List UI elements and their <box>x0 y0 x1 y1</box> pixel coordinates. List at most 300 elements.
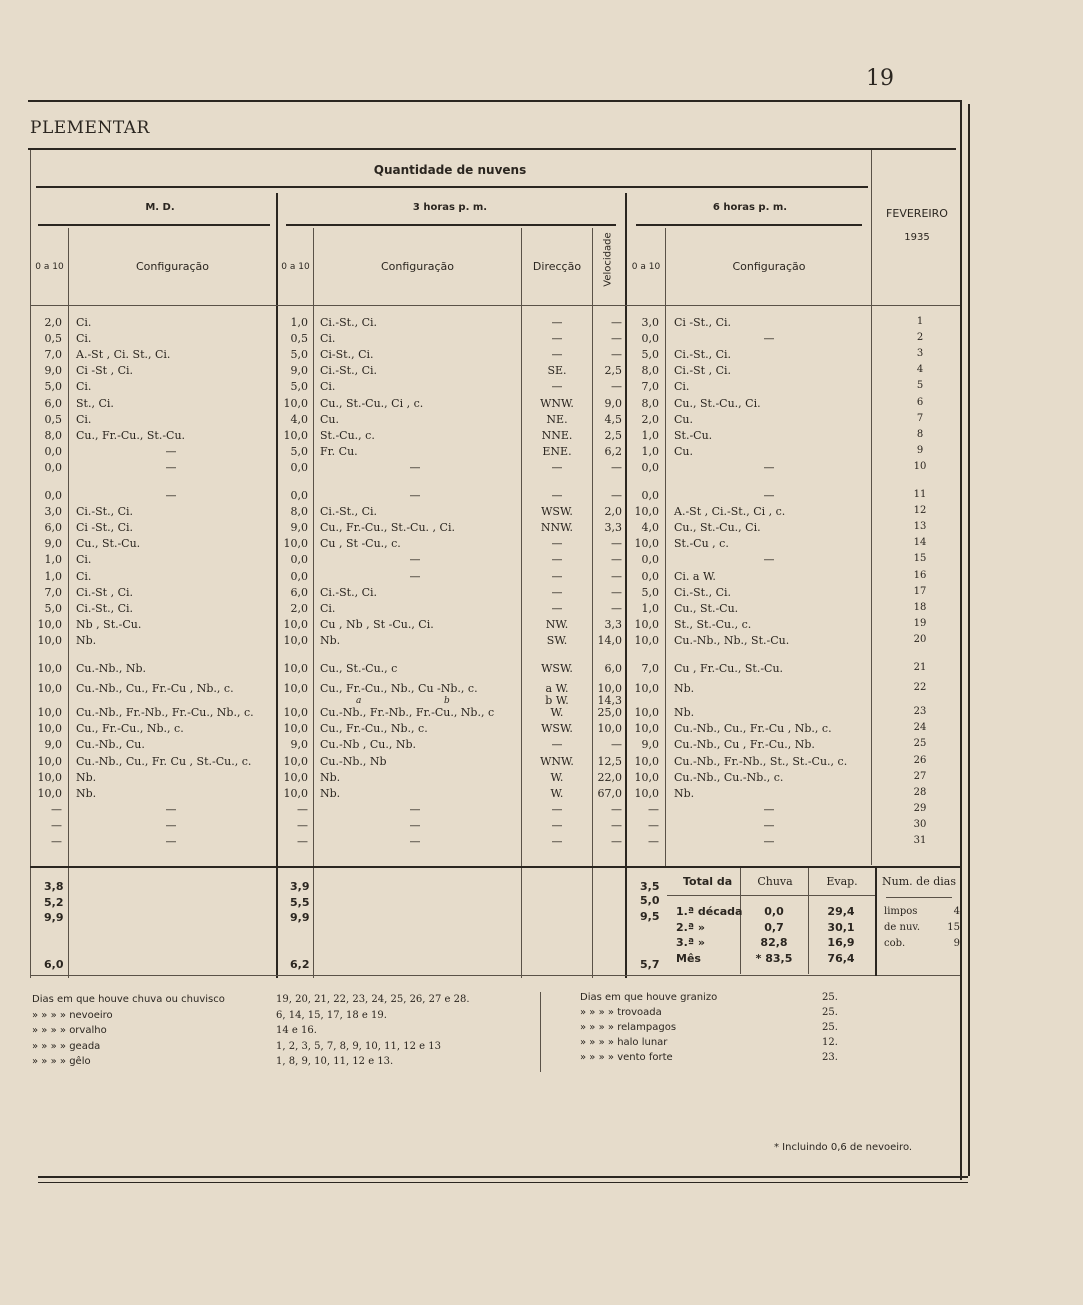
h3-config: Cu., Fr.-Cu., Nb., c. <box>320 722 428 736</box>
total-row-evap: 29,4 <box>827 905 855 918</box>
md-value: 1,0 <box>44 569 62 583</box>
h3-config: — <box>409 802 421 816</box>
md-total: 6,0 <box>44 958 64 971</box>
md-config: — <box>165 835 177 848</box>
md-value: 5,0 <box>44 601 62 615</box>
h6-value: — <box>648 802 659 816</box>
md-config: A.-St , Ci. St., Ci. <box>76 348 171 362</box>
md-config: Ci. <box>76 569 92 583</box>
direccao-value: — <box>551 553 563 567</box>
legend-left-value: 14 e 16. <box>276 1025 317 1036</box>
md-config: — <box>165 460 177 474</box>
legend-right-label: » » » » halo lunar <box>580 1037 668 1048</box>
velocidade-value: 6,0 <box>604 662 622 675</box>
day-number: 18 <box>913 601 927 613</box>
table-top-rule <box>28 148 956 150</box>
legend-left-label: » » » » orvalho <box>32 1025 107 1036</box>
velocidade-value: — <box>611 348 622 362</box>
h6-value: 9,0 <box>641 738 659 752</box>
direccao-value: ENE. <box>542 444 572 458</box>
legend-divider <box>540 992 541 1072</box>
h6-config: Cu.-Nb., Cu.-Nb., c. <box>674 770 784 784</box>
h6-value: 8,0 <box>641 364 659 378</box>
velocidade-value: 4,5 <box>604 412 622 426</box>
h3-total: 6,2 <box>290 958 310 971</box>
direccao-value: — <box>551 802 563 816</box>
velocidade-value: 25,0 <box>597 706 622 720</box>
totals-bottom-rule <box>30 975 960 976</box>
day-number: 5 <box>916 380 924 392</box>
col-line <box>875 866 877 976</box>
velocidade-value: — <box>611 380 622 394</box>
h3-value: 10,0 <box>283 633 308 647</box>
total-row-chuva: 0,0 <box>764 905 784 918</box>
group-title: Quantidade de nuvens <box>373 163 527 177</box>
h6-value: 4,0 <box>641 521 659 535</box>
day-number: 11 <box>913 489 927 500</box>
h6-value: 1,0 <box>641 444 659 458</box>
num-dias-value: 15 <box>947 922 960 933</box>
config-label: Configuração <box>135 260 210 273</box>
day-number: 28 <box>913 786 927 798</box>
legend-right-value: 25. <box>822 992 838 1003</box>
h3-title: 3 horas p. m. <box>412 202 488 213</box>
md-config: Nb. <box>76 786 97 800</box>
h6-config: Cu , Fr.-Cu., St.-Cu. <box>674 662 784 675</box>
total-row-label: 2.ª » <box>676 921 705 934</box>
h3-config: Cu., Fr.-Cu., Nb., Cu -Nb., c. <box>320 682 478 696</box>
h6-value: — <box>648 818 659 832</box>
velocidade-label: Velocidade <box>602 232 614 287</box>
direccao-value: — <box>551 348 563 362</box>
h3-config: Ci-St., Ci. <box>320 348 374 362</box>
md-value: 10,0 <box>37 770 62 784</box>
num-dias-label: limpos <box>884 906 918 917</box>
md-config: Cu., St.-Cu. <box>76 537 141 551</box>
h3-config: Cu , Nb , St -Cu., Ci. <box>320 617 434 631</box>
md-value: 1,0 <box>44 553 62 567</box>
h3-value: 10,0 <box>283 537 308 551</box>
h3-value: 2,0 <box>290 601 308 615</box>
h3-value: 10,0 <box>283 770 308 784</box>
legend-left-label: » » » » gêlo <box>32 1056 91 1067</box>
h6-config: — <box>763 553 775 567</box>
h6-config: — <box>763 802 775 816</box>
legend-left-label: Dias em que houve chuva ou chuvisco <box>32 994 225 1005</box>
direccao-value: SE. <box>547 364 567 378</box>
h3-value: 10,0 <box>283 428 308 442</box>
velocidade-value: — <box>611 818 622 832</box>
md-value: 10,0 <box>37 722 62 736</box>
direccao-value: — <box>551 537 563 551</box>
velocidade-value: — <box>611 738 622 752</box>
h6-value: 0,0 <box>641 332 659 346</box>
direccao-value: WNW. <box>540 396 574 410</box>
md-value: 7,0 <box>44 348 62 362</box>
md-config: Ci. <box>76 380 92 394</box>
velocidade-value: — <box>611 332 622 346</box>
h3-value: — <box>297 802 308 816</box>
md-value: 6,0 <box>44 521 62 535</box>
h6-rule <box>636 224 862 226</box>
h6-config: St.-Cu. <box>674 428 713 442</box>
day-number: 29 <box>913 802 927 814</box>
h3-config: — <box>409 460 421 474</box>
h3-total: 5,5 <box>290 896 310 909</box>
md-config: Cu.-Nb., Cu. <box>76 738 145 752</box>
day-number: 22 <box>913 682 927 694</box>
h3-value: 10,0 <box>283 754 308 768</box>
day-number: 3 <box>916 348 924 360</box>
h3-value: 6,0 <box>290 585 308 599</box>
col-line <box>871 150 872 865</box>
direccao-value: SW. <box>546 633 568 647</box>
h3-value: 9,0 <box>290 364 308 378</box>
h3-value: 0,0 <box>290 553 308 567</box>
md-config: Cu.-Nb., Nb. <box>76 662 147 675</box>
day-number: 23 <box>913 706 927 718</box>
md-value: 0,5 <box>44 412 62 426</box>
h3-config: Nb. <box>320 633 341 647</box>
h6-value: 10,0 <box>634 770 659 784</box>
h6-config: — <box>763 835 775 848</box>
day-number: 10 <box>913 460 927 472</box>
h6-config: Cu., St.-Cu., Ci. <box>674 521 761 535</box>
h3-config: St.-Cu., c. <box>320 428 375 442</box>
num-dias-value: 4 <box>953 906 960 917</box>
total-row-label: 3.ª » <box>676 936 705 949</box>
md-value: 10,0 <box>37 617 62 631</box>
legend-left-label: » » » » nevoeiro <box>32 1009 113 1021</box>
h3-config: Cu , St -Cu., c. <box>320 537 401 551</box>
footnote: * Incluindo 0,6 de nevoeiro. <box>774 1142 913 1153</box>
year-label: 1935 <box>904 232 930 243</box>
h3-value: 0,0 <box>290 489 308 502</box>
h3-value: 10,0 <box>283 706 308 720</box>
bottom-rule-2 <box>38 1182 968 1183</box>
direccao-value: — <box>551 489 563 502</box>
velocidade-value: 6,2 <box>604 444 622 458</box>
velocidade-value: 2,5 <box>604 428 622 442</box>
h6-value: 5,0 <box>641 585 659 599</box>
direccao-value: — <box>551 380 563 394</box>
h3-value: 8,0 <box>290 505 308 519</box>
md-config: Nb , St.-Cu. <box>76 617 142 631</box>
day-number: 25 <box>913 738 927 750</box>
config-label: Configuração <box>732 260 806 273</box>
md-config: Cu., Fr.-Cu., Nb., c. <box>76 722 184 736</box>
velocidade-value: 67,0 <box>597 786 622 800</box>
h3-config: — <box>409 489 421 502</box>
h6-value: 0,0 <box>641 569 659 583</box>
legend-right-label: » » » » trovoada <box>580 1007 662 1018</box>
md-value: 9,0 <box>44 364 62 378</box>
h6-config: Nb. <box>674 682 695 696</box>
velocidade-value: — <box>611 553 622 567</box>
day-number: 16 <box>913 569 927 581</box>
h3-value: 10,0 <box>283 396 308 410</box>
chuva-header: Chuva <box>757 875 793 888</box>
h3-config: Ci. <box>320 380 336 394</box>
md-value: — <box>51 802 62 816</box>
md-total: 5,2 <box>44 896 64 909</box>
md-value: 0,0 <box>44 460 62 474</box>
h6-value: — <box>648 835 659 848</box>
h3-config: Cu., Fr.-Cu., St.-Cu. , Ci. <box>320 521 455 535</box>
md-config: Ci.-St., Ci. <box>76 505 134 519</box>
h6-total: 3,5 <box>640 880 660 893</box>
h3-value: 4,0 <box>290 412 308 426</box>
h3-config: Ci.-St., Ci. <box>320 364 378 378</box>
legend-left-value: 1, 8, 9, 10, 11, 12 e 13. <box>276 1056 394 1067</box>
h6-config: A.-St , Ci.-St., Ci , c. <box>674 505 786 519</box>
direccao-value: — <box>551 738 563 752</box>
h3-value: 0,0 <box>290 460 308 474</box>
h6-config: — <box>763 460 775 474</box>
velocidade-value: 9,0 <box>604 396 622 410</box>
h3-sub-a: a <box>356 696 362 707</box>
total-row-evap: 30,1 <box>827 921 855 934</box>
bottom-rule <box>38 1176 968 1178</box>
right-rule-outer <box>968 104 970 1176</box>
legend-left-value: 6, 14, 15, 17, 18 e 19. <box>276 1009 387 1021</box>
direccao-value: a W. <box>545 682 569 696</box>
h6-value: 10,0 <box>634 617 659 631</box>
velocidade-value: 10,0 <box>597 682 622 696</box>
day-number: 31 <box>913 835 927 846</box>
day-number: 7 <box>916 412 924 424</box>
h3-config: Cu.-Nb., Fr.-Nb., Fr.-Cu., Nb., c <box>320 706 495 720</box>
h3-config: Cu., St.-Cu., c <box>320 662 398 675</box>
direccao-value: NE. <box>546 412 568 426</box>
velocidade-value: 3,3 <box>604 521 622 535</box>
h6-value: 3,0 <box>641 316 659 329</box>
md-value: 0,0 <box>44 444 62 458</box>
h6-config: — <box>763 818 775 832</box>
md-config: — <box>165 802 177 816</box>
h6-config: Cu.-Nb., Cu , Fr.-Cu., Nb. <box>674 738 815 752</box>
direccao-value: — <box>551 818 563 832</box>
h3-config: Ci.-St., Ci. <box>320 585 378 599</box>
h3-config: Nb. <box>320 786 341 800</box>
total-da-label: Total da <box>683 875 733 888</box>
legend-right-label: » » » » relampagos <box>580 1022 677 1033</box>
day-number: 6 <box>916 396 924 408</box>
direccao-value: — <box>551 585 563 599</box>
h3-value: 10,0 <box>283 722 308 736</box>
md-value: 0,0 <box>44 489 62 502</box>
day-number: 15 <box>913 553 927 565</box>
h6-value: 0,0 <box>641 489 659 502</box>
md-value: 10,0 <box>37 786 62 800</box>
totals-rule <box>30 866 960 868</box>
h6-total: 9,5 <box>640 910 660 923</box>
direccao-value: W. <box>550 770 564 784</box>
num-dias-title: Num. de dias <box>882 875 956 888</box>
md-value: — <box>51 835 62 848</box>
legend-left-value: 19, 20, 21, 22, 23, 24, 25, 26, 27 e 28. <box>276 994 470 1005</box>
day-number: 14 <box>913 537 927 549</box>
md-config: Ci. <box>76 316 92 329</box>
day-number: 12 <box>913 505 927 517</box>
direccao-value-b: b W. <box>545 694 569 708</box>
scale-label: 0 a 10 <box>35 262 64 272</box>
velocidade-value: — <box>611 537 622 551</box>
direccao-value: WSW. <box>541 722 573 736</box>
day-number: 24 <box>913 722 927 734</box>
md-config: — <box>165 444 177 458</box>
md-config: Ci -St , Ci. <box>76 364 134 378</box>
h3-value: 0,0 <box>290 569 308 583</box>
h6-config: Cu.-Nb., Fr.-Nb., St., St.-Cu., c. <box>674 754 848 768</box>
md-value: 10,0 <box>37 633 62 647</box>
legend-right-label: » » » » vento forte <box>580 1052 673 1063</box>
total-row-label: 1.ª década <box>676 905 743 918</box>
h6-value: 2,0 <box>641 412 659 426</box>
md-config: Ci. <box>76 412 92 426</box>
md-config: Nb. <box>76 633 97 647</box>
h3-config: Ci.-St., Ci. <box>320 316 378 329</box>
h3-value: 1,0 <box>290 316 308 329</box>
h3-value: 0,5 <box>290 332 308 346</box>
direccao-value: WSW. <box>541 505 573 519</box>
h6-config: Cu.-Nb., Cu., Fr.-Cu , Nb., c. <box>674 722 832 736</box>
page-heading: PLEMENTAR <box>30 118 150 138</box>
day-number: 13 <box>913 521 927 533</box>
h3-config: Cu.-Nb., Nb <box>320 754 387 768</box>
h3-config: — <box>409 818 421 832</box>
h6-config: St., St.-Cu., c. <box>674 617 752 631</box>
md-title: M. D. <box>145 202 175 213</box>
total-row-evap: 16,9 <box>827 936 855 949</box>
h6-title: 6 horas p. m. <box>712 202 788 213</box>
day-number: 21 <box>913 662 927 673</box>
direccao-value: W. <box>550 786 564 800</box>
h6-config: Cu.-Nb., Nb., St.-Cu. <box>674 633 790 647</box>
header-bottom-rule <box>30 305 960 306</box>
page-number: 19 <box>866 66 894 91</box>
md-config: Ci.-St , Ci. <box>76 585 134 599</box>
h3-value: 9,0 <box>290 521 308 535</box>
num-dias-rule <box>886 897 952 898</box>
md-config: Cu.-Nb., Fr.-Nb., Fr.-Cu., Nb., c. <box>76 706 254 720</box>
h6-value: 10,0 <box>634 706 659 720</box>
h3-value: 10,0 <box>283 662 308 675</box>
h3-value: 10,0 <box>283 617 308 631</box>
h3-rule <box>286 224 616 226</box>
h6-value: 10,0 <box>634 505 659 519</box>
num-dias-value: 9 <box>953 938 960 949</box>
scale-label: 0 a 10 <box>631 262 661 272</box>
legend-right-value: 12. <box>822 1037 838 1048</box>
h6-total: 5,0 <box>640 894 660 907</box>
h6-value: 0,0 <box>641 460 659 474</box>
velocidade-value: 2,5 <box>604 364 622 378</box>
total-row-chuva: * 83,5 <box>755 952 793 965</box>
velocidade-value: 2,0 <box>604 505 622 519</box>
day-number: 8 <box>916 428 924 440</box>
h3-config: — <box>409 553 421 567</box>
group-rule <box>36 186 868 188</box>
md-total: 3,8 <box>44 880 64 893</box>
h3-value: 9,0 <box>290 738 308 752</box>
md-total: 9,9 <box>44 911 64 924</box>
h6-value: 10,0 <box>634 786 659 800</box>
day-number: 2 <box>916 332 924 344</box>
velocidade-value: — <box>611 460 622 474</box>
h6-config: Cu. <box>674 444 693 458</box>
h3-total: 9,9 <box>290 911 310 924</box>
num-dias-label: cob. <box>884 938 906 949</box>
md-value: 10,0 <box>37 706 62 720</box>
h6-config: Cu. <box>674 412 693 426</box>
md-config: Ci.-St., Ci. <box>76 601 134 615</box>
h3-config: Cu.-Nb , Cu., Nb. <box>320 738 417 752</box>
md-value: 10,0 <box>37 754 62 768</box>
day-number: 4 <box>916 364 924 376</box>
day-number: 19 <box>913 617 927 629</box>
direccao-value: W. <box>550 706 564 720</box>
total-row-chuva: 0,7 <box>764 921 784 934</box>
velocidade-value: — <box>611 316 622 329</box>
direccao-value: — <box>551 601 563 615</box>
h6-config: Nb. <box>674 706 695 720</box>
h3-config: Ci.-St., Ci. <box>320 505 378 519</box>
direccao-value: — <box>551 835 563 848</box>
h6-config: Ci. a W. <box>674 569 716 583</box>
md-value: 10,0 <box>37 682 62 696</box>
h3-value: 5,0 <box>290 380 308 394</box>
md-value: 10,0 <box>37 662 62 675</box>
total-row-label: Mês <box>676 952 701 965</box>
md-config: Cu., Fr.-Cu., St.-Cu. <box>76 428 186 442</box>
h3-config: Ci. <box>320 332 336 346</box>
h6-value: 5,0 <box>641 348 659 362</box>
total-table-rule <box>667 895 875 896</box>
day-number: 30 <box>913 818 927 830</box>
md-value: 3,0 <box>44 505 62 519</box>
h6-value: 10,0 <box>634 633 659 647</box>
direccao-value: WNW. <box>540 754 574 768</box>
h6-config: St.-Cu , c. <box>674 537 729 551</box>
velocidade-value: — <box>611 835 622 848</box>
col-line <box>740 868 741 974</box>
md-config: Ci. <box>76 553 92 567</box>
num-dias-label: de nuv. <box>884 922 921 933</box>
md-value: — <box>51 818 62 832</box>
h6-value: 1,0 <box>641 601 659 615</box>
md-config: Cu.-Nb., Cu., Fr.-Cu , Nb., c. <box>76 682 234 696</box>
md-value: 9,0 <box>44 738 62 752</box>
direccao-value: — <box>551 569 563 583</box>
day-number: 27 <box>913 770 927 782</box>
md-value: 7,0 <box>44 585 62 599</box>
h6-config: Ci -St., Ci. <box>674 316 732 329</box>
h3-config: Cu. <box>320 412 339 426</box>
md-value: 2,0 <box>44 316 62 329</box>
md-config: Nb. <box>76 770 97 784</box>
config-label: Configuração <box>380 260 455 273</box>
md-value: 0,5 <box>44 332 62 346</box>
h6-value: 7,0 <box>641 662 659 675</box>
velocidade-value: 3,3 <box>604 617 622 631</box>
day-number: 26 <box>913 754 927 766</box>
h6-value: 10,0 <box>634 537 659 551</box>
h6-value: 10,0 <box>634 754 659 768</box>
legend-right-label: Dias em que houve granizo <box>580 992 718 1003</box>
h3-config: Fr. Cu. <box>320 444 358 458</box>
h6-config: Ci.-St , Ci. <box>674 364 732 378</box>
